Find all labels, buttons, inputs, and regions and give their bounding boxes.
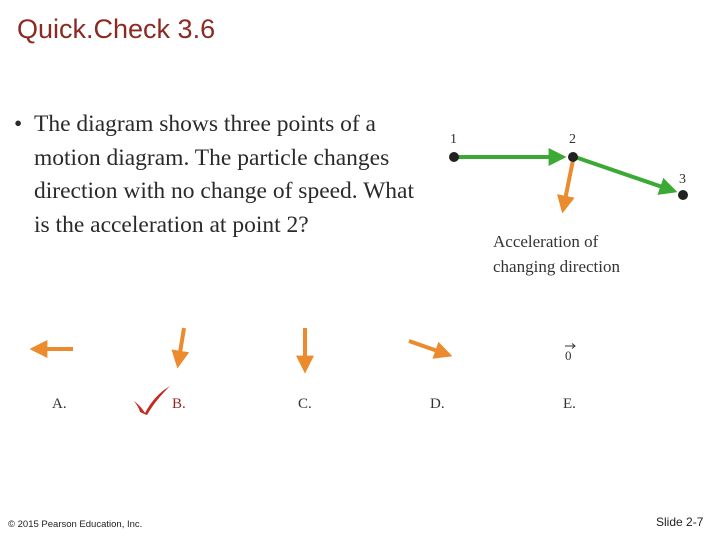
- motion-point-3: [678, 190, 688, 200]
- acceleration-vector-point-2: [563, 160, 573, 210]
- bullet-marker: •: [14, 111, 23, 137]
- point-label-2: 2: [569, 132, 576, 147]
- choice-e-zero-vector: 0: [565, 348, 572, 363]
- choice-e-label: E.: [563, 396, 576, 412]
- point-label-1: 1: [450, 132, 457, 147]
- copyright-footer: © 2015 Pearson Education, Inc.: [8, 519, 143, 530]
- choice-c-label: C.: [298, 396, 312, 412]
- slide-number: Slide 2-7: [656, 515, 704, 529]
- choice-a-label: A.: [52, 396, 67, 412]
- motion-diagram: [449, 132, 688, 210]
- acceleration-annotation: [493, 229, 673, 279]
- slide-title: Quick.Check 3.6: [17, 14, 216, 44]
- annotation-line-1: Acceleration of: [493, 232, 599, 251]
- motion-point-1: [449, 152, 459, 162]
- answer-choices: [33, 328, 576, 415]
- choice-b-arrow: [178, 328, 184, 365]
- choice-d-label: D.: [430, 396, 445, 412]
- checkmark-icon: [134, 386, 170, 415]
- choice-b-label: B.: [172, 396, 186, 412]
- annotation-line-2: changing direction: [493, 257, 620, 276]
- choice-d-arrow: [409, 341, 449, 355]
- question-text: The diagram shows three points of a motion diagram. The particle changes direction with no change of speed. What is the acceleration at point 2?: [34, 111, 415, 238]
- motion-point-2: [568, 152, 578, 162]
- point-label-3: 3: [679, 172, 686, 187]
- velocity-vector-2-3: [575, 157, 674, 191]
